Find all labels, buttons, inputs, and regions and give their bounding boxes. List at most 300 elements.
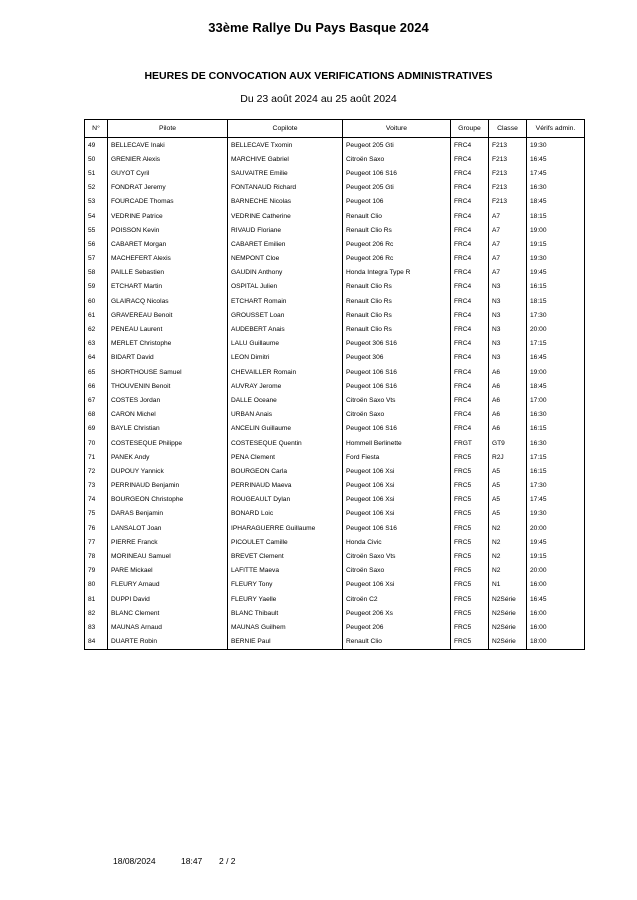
cell-groupe: FRC4 [451,280,489,294]
column-header-number: N° [85,120,108,138]
table-row [85,379,585,393]
table-row [85,322,585,336]
table-row [85,280,585,294]
table-row [85,464,585,478]
cell-classe: A5 [489,479,527,493]
cell-number: 61 [85,308,108,322]
cell-verifs-time: 20:00 [527,521,585,535]
cell-classe: F213 [489,181,527,195]
table-row [85,195,585,209]
cell-groupe: FRC4 [451,379,489,393]
cell-voiture: Renault Clio Rs [343,294,451,308]
table-row [85,294,585,308]
cell-voiture: Citroën Saxo Vts [343,549,451,563]
cell-classe: A6 [489,422,527,436]
cell-classe: N2Série [489,635,527,650]
document-subtitle: HEURES DE CONVOCATION AUX VERIFICATIONS ADMINISTRATIVES [144,70,493,82]
cell-copilote: PENA Clement [228,450,343,464]
cell-copilote: LALU Guillaume [228,337,343,351]
cell-voiture: Honda Integra Type R [343,266,451,280]
cell-verifs-time: 17:30 [527,308,585,322]
cell-copilote: BOURGEON Carla [228,464,343,478]
cell-number: 53 [85,195,108,209]
cell-verifs-time: 19:30 [527,252,585,266]
table-row [85,166,585,180]
cell-pilote: PANEK Andy [108,450,228,464]
cell-pilote: GRENIER Alexis [108,152,228,166]
cell-number: 69 [85,422,108,436]
column-header-verifs: Vérifs admin. [527,120,585,138]
cell-pilote: LANSALOT Joan [108,521,228,535]
cell-classe: N2 [489,521,527,535]
cell-voiture: Citroën C2 [343,592,451,606]
footer-date: 18/08/2024 [113,856,156,866]
cell-classe: F213 [489,195,527,209]
cell-copilote: BERNIE Paul [228,635,343,650]
cell-voiture: Honda Civic [343,535,451,549]
cell-verifs-time: 17:15 [527,450,585,464]
cell-copilote: MARCHIVE Gabriel [228,152,343,166]
cell-groupe: FRC4 [451,223,489,237]
cell-pilote: VEDRINE Patrice [108,209,228,223]
cell-copilote: BARNECHE Nicolas [228,195,343,209]
cell-groupe: FRC5 [451,464,489,478]
cell-copilote: ROUGEAULT Dylan [228,493,343,507]
cell-classe: N3 [489,322,527,336]
cell-voiture: Citroën Saxo [343,152,451,166]
cell-pilote: FOURCADE Thomas [108,195,228,209]
table-row [85,308,585,322]
table-row [85,252,585,266]
table-row [85,535,585,549]
cell-classe: A6 [489,393,527,407]
cell-classe: N2Série [489,606,527,620]
cell-pilote: MACHEFERT Alexis [108,252,228,266]
cell-classe: F213 [489,152,527,166]
table-row [85,181,585,195]
cell-groupe: FRC4 [451,266,489,280]
cell-voiture: Peugeot 106 S16 [343,365,451,379]
cell-number: 75 [85,507,108,521]
table-row [85,365,585,379]
cell-verifs-time: 16:15 [527,280,585,294]
cell-verifs-time: 17:00 [527,393,585,407]
cell-voiture: Peugeot 206 Rc [343,237,451,251]
cell-classe: F213 [489,166,527,180]
table-row [85,635,585,650]
cell-number: 50 [85,152,108,166]
cell-number: 55 [85,223,108,237]
cell-copilote: CHEVAILLER Romain [228,365,343,379]
cell-groupe: FRC4 [451,337,489,351]
cell-classe: N1 [489,578,527,592]
cell-number: 66 [85,379,108,393]
cell-copilote: OSPITAL Julien [228,280,343,294]
cell-groupe: FRC4 [451,351,489,365]
cell-groupe: FRC4 [451,166,489,180]
cell-voiture: Renault Clio Rs [343,280,451,294]
cell-voiture: Peugeot 205 Gti [343,138,451,153]
cell-pilote: PIERRE Franck [108,535,228,549]
cell-number: 79 [85,564,108,578]
cell-classe: N3 [489,280,527,294]
cell-pilote: POISSON Kevin [108,223,228,237]
cell-groupe: FRC4 [451,308,489,322]
cell-verifs-time: 20:00 [527,322,585,336]
cell-groupe: FRC5 [451,592,489,606]
cell-groupe: FRC5 [451,578,489,592]
cell-verifs-time: 19:45 [527,535,585,549]
cell-pilote: COSTES Jordan [108,393,228,407]
cell-voiture: Renault Clio [343,209,451,223]
cell-pilote: THOUVENIN Benoit [108,379,228,393]
convocation-table [84,119,585,650]
cell-copilote: FONTANAUD Richard [228,181,343,195]
cell-groupe: FRC5 [451,564,489,578]
cell-groupe: FRC5 [451,549,489,563]
cell-groupe: FRC5 [451,479,489,493]
cell-classe: N3 [489,337,527,351]
table-row [85,479,585,493]
cell-groupe: FRC4 [451,152,489,166]
cell-pilote: FONDRAT Jeremy [108,181,228,195]
cell-classe: A7 [489,237,527,251]
footer-page-number: 2 / 2 [219,856,236,866]
cell-groupe: FRC4 [451,209,489,223]
cell-copilote: IPHARAGUERRE Guillaume [228,521,343,535]
cell-groupe: FRC4 [451,393,489,407]
cell-verifs-time: 17:15 [527,337,585,351]
cell-number: 49 [85,138,108,153]
cell-verifs-time: 16:00 [527,578,585,592]
cell-classe: N2 [489,549,527,563]
cell-classe: A6 [489,379,527,393]
cell-number: 60 [85,294,108,308]
table-row [85,564,585,578]
cell-voiture: Peugeot 106 S16 [343,379,451,393]
cell-copilote: FLEURY Tony [228,578,343,592]
cell-number: 68 [85,408,108,422]
cell-number: 81 [85,592,108,606]
cell-groupe: FRC5 [451,635,489,650]
cell-voiture: Peugeot 106 S16 [343,521,451,535]
table-row [85,507,585,521]
cell-voiture: Peugeot 206 Xs [343,606,451,620]
cell-groupe: FRC5 [451,535,489,549]
cell-classe: A5 [489,493,527,507]
cell-number: 51 [85,166,108,180]
table-row [85,436,585,450]
cell-pilote: BAYLE Christian [108,422,228,436]
cell-copilote: BLANC Thibault [228,606,343,620]
cell-classe: A7 [489,223,527,237]
cell-number: 64 [85,351,108,365]
cell-pilote: FLEURY Arnaud [108,578,228,592]
cell-verifs-time: 18:00 [527,635,585,650]
cell-classe: N2 [489,535,527,549]
cell-classe: A6 [489,408,527,422]
cell-copilote: AUDEBERT Anais [228,322,343,336]
cell-voiture: Peugeot 206 [343,620,451,634]
cell-number: 54 [85,209,108,223]
cell-voiture: Peugeot 106 Xsi [343,464,451,478]
cell-pilote: DARAS Benjamin [108,507,228,521]
cell-classe: N3 [489,294,527,308]
table-row [85,521,585,535]
cell-verifs-time: 17:45 [527,493,585,507]
footer-time: 18:47 [181,856,203,866]
cell-copilote: SAUVAITRE Emilie [228,166,343,180]
cell-copilote: PERRINAUD Maeva [228,479,343,493]
table-row [85,493,585,507]
cell-verifs-time: 17:45 [527,166,585,180]
cell-verifs-time: 20:00 [527,564,585,578]
cell-copilote: URBAN Anais [228,408,343,422]
cell-voiture: Citroën Saxo Vts [343,393,451,407]
cell-verifs-time: 19:30 [527,138,585,153]
document-title: 33ème Rallye Du Pays Basque 2024 [208,20,429,35]
cell-classe: N2Série [489,620,527,634]
table-row [85,237,585,251]
cell-verifs-time: 16:30 [527,181,585,195]
table-row [85,138,585,153]
cell-verifs-time: 16:15 [527,422,585,436]
cell-pilote: DUPPI David [108,592,228,606]
cell-number: 65 [85,365,108,379]
cell-copilote: FLEURY Yaelle [228,592,343,606]
cell-voiture: Peugeot 106 Xsi [343,507,451,521]
cell-verifs-time: 19:00 [527,365,585,379]
cell-groupe: FRC5 [451,620,489,634]
cell-voiture: Renault Clio Rs [343,223,451,237]
cell-voiture: Peugeot 206 Rc [343,252,451,266]
cell-pilote: DUPOUY Yannick [108,464,228,478]
cell-voiture: Peugeot 106 Xsi [343,493,451,507]
cell-copilote: GAUDIN Anthony [228,266,343,280]
table-row [85,209,585,223]
cell-voiture: Peugeot 306 [343,351,451,365]
cell-groupe: FRC4 [451,195,489,209]
cell-voiture: Peugeot 106 [343,195,451,209]
cell-pilote: PERRINAUD Benjamin [108,479,228,493]
cell-verifs-time: 19:15 [527,549,585,563]
cell-copilote: DALLE Oceane [228,393,343,407]
cell-voiture: Peugeot 306 S16 [343,337,451,351]
cell-groupe: FRC5 [451,606,489,620]
cell-verifs-time: 16:45 [527,592,585,606]
cell-verifs-time: 19:30 [527,507,585,521]
cell-voiture: Renault Clio Rs [343,308,451,322]
cell-number: 83 [85,620,108,634]
cell-copilote: ETCHART Romain [228,294,343,308]
cell-voiture: Peugeot 106 Xsi [343,479,451,493]
cell-voiture: Peugeot 106 S16 [343,422,451,436]
cell-classe: A7 [489,266,527,280]
cell-classe: R2J [489,450,527,464]
cell-voiture: Ford Fiesta [343,450,451,464]
cell-verifs-time: 19:00 [527,223,585,237]
cell-pilote: CARON Michel [108,408,228,422]
cell-number: 70 [85,436,108,450]
cell-pilote: PARE Mickael [108,564,228,578]
cell-verifs-time: 16:45 [527,152,585,166]
column-header-classe: Classe [489,120,527,138]
cell-classe: F213 [489,138,527,153]
cell-number: 72 [85,464,108,478]
table-row [85,620,585,634]
table-row [85,152,585,166]
cell-verifs-time: 18:45 [527,379,585,393]
cell-classe: N2 [489,564,527,578]
cell-copilote: BONARD Loic [228,507,343,521]
cell-classe: A5 [489,507,527,521]
cell-pilote: BIDART David [108,351,228,365]
table-row [85,606,585,620]
column-header-groupe: Groupe [451,120,489,138]
cell-verifs-time: 18:45 [527,195,585,209]
cell-copilote: NEMPONT Cloe [228,252,343,266]
cell-classe: A5 [489,464,527,478]
cell-number: 82 [85,606,108,620]
cell-voiture: Renault Clio Rs [343,322,451,336]
table-row [85,223,585,237]
cell-groupe: FRC4 [451,252,489,266]
cell-pilote: DUARTE Robin [108,635,228,650]
cell-copilote: PICOULET Camille [228,535,343,549]
table-row [85,450,585,464]
cell-voiture: Renault Clio [343,635,451,650]
cell-groupe: FRC5 [451,493,489,507]
cell-number: 84 [85,635,108,650]
cell-number: 57 [85,252,108,266]
cell-groupe: FRC4 [451,237,489,251]
cell-classe: A7 [489,252,527,266]
cell-classe: A6 [489,365,527,379]
cell-copilote: AUVRAY Jerome [228,379,343,393]
cell-verifs-time: 17:30 [527,479,585,493]
cell-copilote: COSTESEQUE Quentin [228,436,343,450]
cell-number: 74 [85,493,108,507]
cell-classe: N3 [489,308,527,322]
table-header-row [85,120,585,138]
cell-number: 76 [85,521,108,535]
cell-number: 77 [85,535,108,549]
cell-number: 73 [85,479,108,493]
cell-copilote: RIVAUD Floriane [228,223,343,237]
cell-groupe: FRC5 [451,450,489,464]
cell-number: 59 [85,280,108,294]
cell-pilote: BELLECAVE Inaki [108,138,228,153]
cell-verifs-time: 16:00 [527,620,585,634]
cell-pilote: CABARET Morgan [108,237,228,251]
table-row [85,266,585,280]
cell-number: 58 [85,266,108,280]
cell-pilote: COSTESEQUE Philippe [108,436,228,450]
cell-verifs-time: 18:15 [527,294,585,308]
column-header-voiture: Voiture [343,120,451,138]
cell-verifs-time: 16:30 [527,408,585,422]
cell-groupe: FRC4 [451,322,489,336]
cell-copilote: BELLECAVE Txomin [228,138,343,153]
cell-pilote: GRAVEREAU Benoit [108,308,228,322]
cell-pilote: BLANC Clement [108,606,228,620]
cell-number: 78 [85,549,108,563]
table-row [85,592,585,606]
cell-groupe: FRC4 [451,408,489,422]
cell-verifs-time: 18:15 [527,209,585,223]
table-row [85,337,585,351]
cell-copilote: GROUSSET Loan [228,308,343,322]
cell-number: 71 [85,450,108,464]
cell-number: 62 [85,322,108,336]
cell-voiture: Peugeot 106 S16 [343,166,451,180]
cell-verifs-time: 16:45 [527,351,585,365]
cell-groupe: FRGT [451,436,489,450]
cell-number: 63 [85,337,108,351]
cell-number: 52 [85,181,108,195]
cell-pilote: GUYOT Cyril [108,166,228,180]
cell-copilote: LAFITTE Maeva [228,564,343,578]
cell-pilote: ETCHART Martin [108,280,228,294]
cell-pilote: PAILLE Sebastien [108,266,228,280]
cell-classe: A7 [489,209,527,223]
cell-voiture: Citroën Saxo [343,564,451,578]
cell-pilote: MAUNAS Arnaud [108,620,228,634]
cell-copilote: VEDRINE Catherine [228,209,343,223]
cell-groupe: FRC5 [451,521,489,535]
cell-verifs-time: 19:45 [527,266,585,280]
cell-pilote: MERLET Christophe [108,337,228,351]
cell-verifs-time: 16:15 [527,464,585,478]
cell-pilote: MORINEAU Samuel [108,549,228,563]
cell-groupe: FRC4 [451,422,489,436]
cell-copilote: CABARET Emilien [228,237,343,251]
cell-voiture: Hommell Berlinette [343,436,451,450]
cell-number: 56 [85,237,108,251]
cell-copilote: MAUNAS Guilhem [228,620,343,634]
cell-pilote: PENEAU Laurent [108,322,228,336]
cell-number: 80 [85,578,108,592]
cell-verifs-time: 16:00 [527,606,585,620]
cell-classe: GT9 [489,436,527,450]
table-row [85,393,585,407]
cell-pilote: SHORTHOUSE Samuel [108,365,228,379]
cell-copilote: LEON Dimitri [228,351,343,365]
cell-voiture: Peugeot 106 Xsi [343,578,451,592]
table-row [85,549,585,563]
cell-voiture: Citroën Saxo [343,408,451,422]
table-row [85,422,585,436]
table-row [85,351,585,365]
cell-groupe: FRC4 [451,181,489,195]
cell-pilote: BOURGEON Christophe [108,493,228,507]
cell-classe: N3 [489,351,527,365]
column-header-pilote: Pilote [108,120,228,138]
cell-groupe: FRC4 [451,294,489,308]
cell-verifs-time: 16:30 [527,436,585,450]
cell-groupe: FRC4 [451,365,489,379]
cell-verifs-time: 19:15 [527,237,585,251]
cell-classe: N2Série [489,592,527,606]
table-row [85,408,585,422]
date-range: Du 23 août 2024 au 25 août 2024 [240,93,397,105]
table-row [85,578,585,592]
column-header-copilote: Copilote [228,120,343,138]
cell-copilote: ANCELIN Guillaume [228,422,343,436]
cell-copilote: BREVET Clement [228,549,343,563]
cell-groupe: FRC5 [451,507,489,521]
cell-number: 67 [85,393,108,407]
